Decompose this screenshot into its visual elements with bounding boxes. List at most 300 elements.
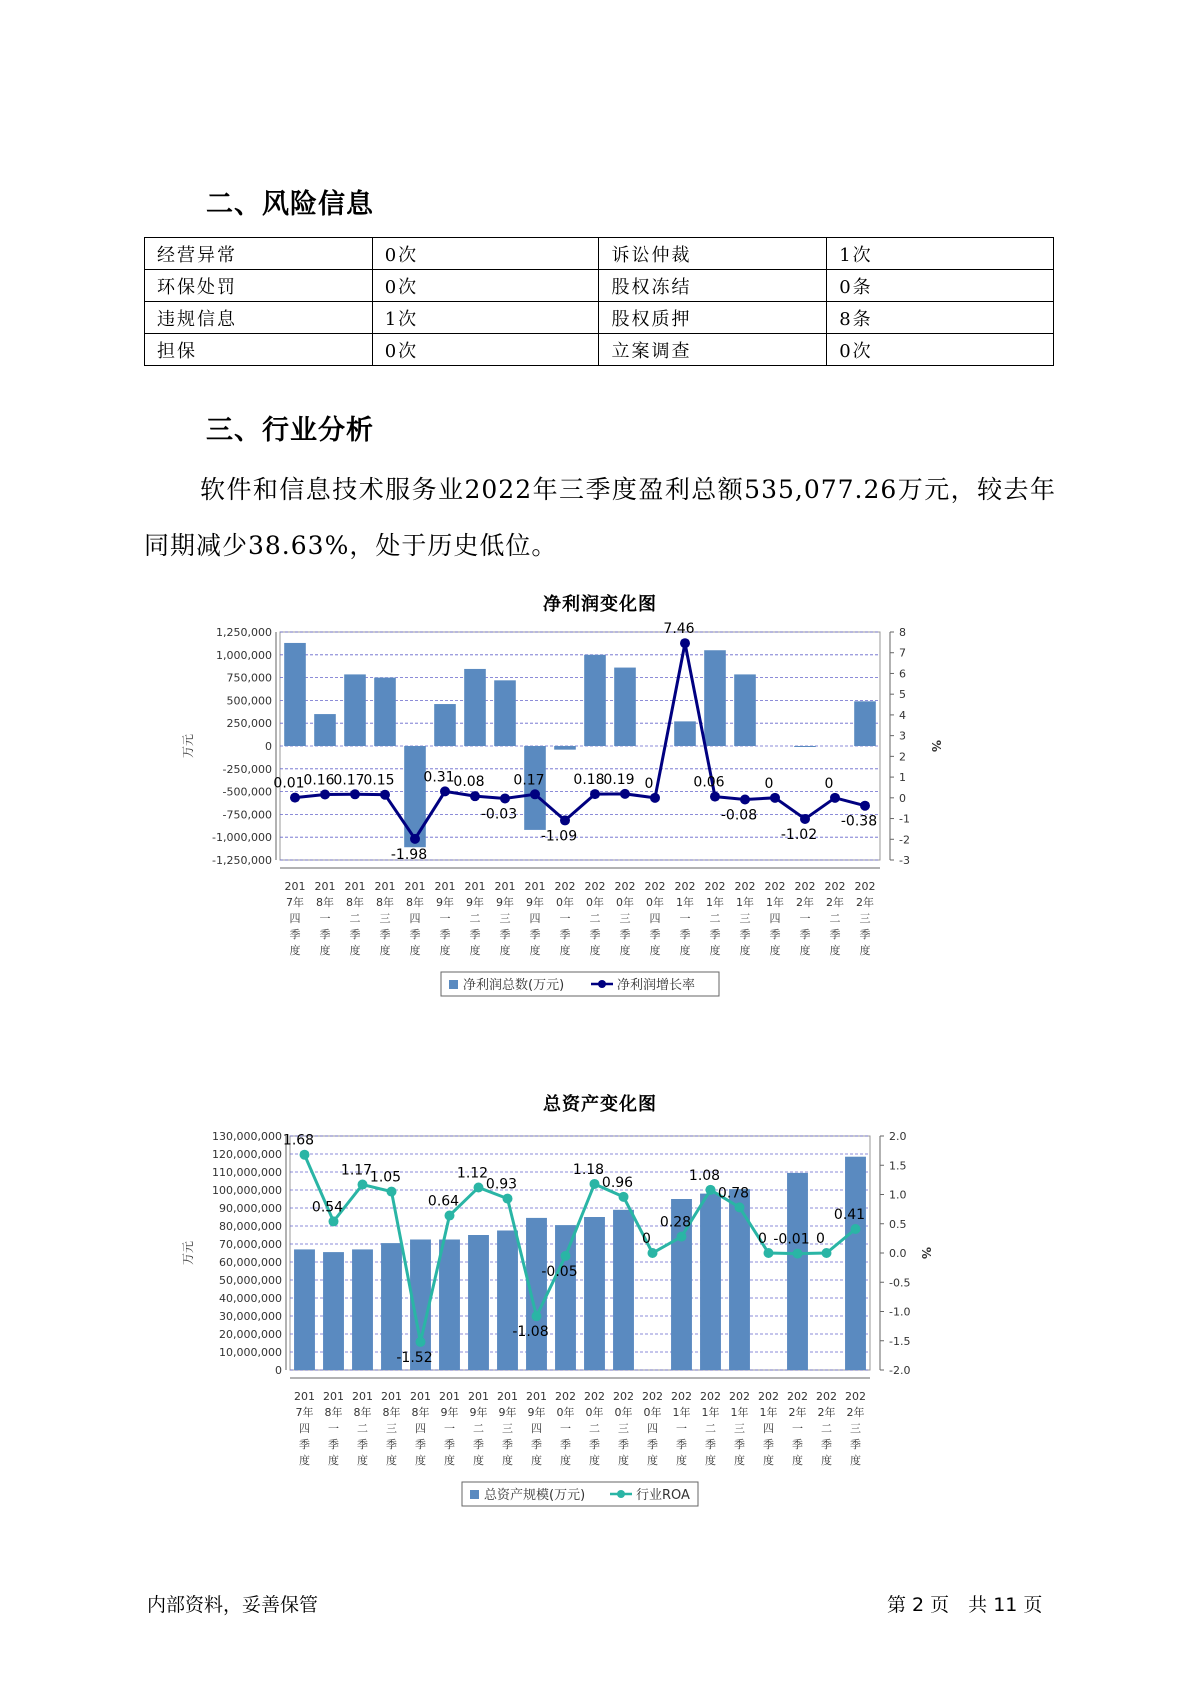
line-point: [561, 1251, 571, 1261]
svg-text:三: 三: [379, 912, 391, 925]
svg-text:四: 四: [529, 912, 541, 925]
line-point: [445, 1211, 455, 1221]
bar: [494, 680, 516, 746]
data-label: -0.03: [480, 806, 518, 823]
x-tick-label: [315, 880, 336, 957]
y-tick-label: 60,000,000: [219, 1256, 282, 1269]
svg-text:季: 季: [415, 1438, 426, 1451]
svg-text:201: 201: [494, 880, 516, 893]
svg-text:一: 一: [559, 912, 571, 925]
svg-text:季: 季: [799, 928, 811, 941]
svg-text:一: 一: [439, 912, 451, 925]
svg-text:季: 季: [821, 1438, 832, 1451]
line-point: [620, 789, 630, 799]
svg-text:季: 季: [859, 928, 871, 941]
bar: [734, 674, 756, 746]
line-point: [822, 1248, 832, 1258]
svg-text:1年: 1年: [759, 1406, 778, 1419]
svg-text:季: 季: [709, 928, 721, 941]
y-tick-label: 90,000,000: [219, 1202, 282, 1215]
risk-item-label: 立案调查: [599, 334, 827, 366]
data-label: 1.05: [369, 1169, 402, 1186]
data-label: 0.01: [273, 775, 305, 792]
bar: [787, 1173, 808, 1370]
svg-text:201: 201: [497, 1390, 518, 1403]
bar: [439, 1240, 460, 1371]
y2-tick-label: -2.0: [889, 1364, 911, 1377]
svg-text:1年: 1年: [730, 1406, 749, 1419]
footer-page-number: 第 2 页 共 11 页: [887, 1594, 1043, 1616]
svg-text:度: 度: [619, 944, 631, 957]
x-tick-label: [468, 1390, 489, 1467]
svg-text:季: 季: [473, 1438, 484, 1451]
svg-text:0年: 0年: [646, 896, 664, 909]
svg-text:7年: 7年: [295, 1406, 314, 1419]
svg-text:202: 202: [584, 1390, 605, 1403]
bar: [434, 704, 456, 746]
risk-item-value: 8条: [827, 302, 1054, 334]
svg-text:2年: 2年: [796, 896, 814, 909]
y-tick-label: -750,000: [222, 808, 272, 822]
bar: [700, 1194, 721, 1370]
y-tick-label: 0: [265, 740, 272, 753]
y2-tick-label: 0.5: [889, 1217, 907, 1231]
svg-text:0年: 0年: [586, 896, 604, 909]
svg-text:202: 202: [554, 880, 576, 893]
svg-text:202: 202: [700, 1390, 721, 1403]
svg-text:202: 202: [642, 1390, 663, 1403]
y-tick-label: -1,250,000: [212, 854, 272, 867]
svg-text:度: 度: [529, 944, 541, 957]
risk-item-value: 0次: [372, 334, 599, 366]
svg-text:季: 季: [850, 1438, 861, 1451]
svg-text:三: 三: [739, 912, 751, 925]
svg-text:202: 202: [758, 1390, 779, 1403]
svg-text:季: 季: [289, 928, 301, 941]
x-tick-label: [675, 880, 696, 957]
total-assets-chart: [180, 1120, 1010, 1540]
x-tick-label: [845, 1390, 866, 1467]
risk-item-label: 股权质押: [599, 302, 827, 334]
svg-text:度: 度: [473, 1454, 484, 1467]
data-label: 0.19: [603, 771, 635, 788]
svg-text:9年: 9年: [436, 896, 454, 909]
data-label: 0.28: [659, 1214, 692, 1231]
line-point: [830, 793, 840, 803]
svg-text:201: 201: [439, 1390, 460, 1403]
legend-bar-swatch: [470, 1490, 479, 1499]
legend-bar-label: 总资产规模(万元): [484, 1488, 586, 1503]
svg-text:三: 三: [734, 1422, 745, 1435]
bar: [854, 701, 876, 746]
bar: [554, 746, 576, 750]
svg-text:8年: 8年: [406, 896, 424, 909]
bar: [794, 746, 816, 747]
legend: [462, 1482, 698, 1506]
data-label: 0.17: [333, 772, 365, 789]
svg-text:8年: 8年: [411, 1406, 430, 1419]
svg-text:0年: 0年: [556, 896, 574, 909]
svg-text:四: 四: [769, 912, 781, 925]
svg-text:一: 一: [328, 1422, 339, 1435]
y2-tick-label: 5: [899, 688, 906, 702]
line-point: [358, 1180, 368, 1190]
svg-text:季: 季: [409, 928, 421, 941]
x-tick-label: [410, 1390, 431, 1467]
svg-text:8年: 8年: [316, 896, 334, 909]
svg-text:9年: 9年: [526, 896, 544, 909]
x-tick-label: [645, 880, 666, 957]
risk-item-value: 0次: [372, 238, 599, 270]
svg-text:一: 一: [444, 1422, 455, 1435]
x-tick-label: [613, 1390, 634, 1467]
risk-item-value: 1次: [372, 302, 599, 334]
line-point: [770, 793, 780, 803]
line-point: [764, 1248, 774, 1258]
y-tick-label: 30,000,000: [219, 1310, 282, 1323]
y-tick-label: 40,000,000: [219, 1292, 282, 1305]
y-tick-label: 100,000,000: [212, 1184, 282, 1197]
svg-text:季: 季: [349, 928, 361, 941]
svg-text:8年: 8年: [353, 1406, 372, 1419]
y2-tick-label: -1: [899, 812, 910, 826]
data-label: -0.05: [541, 1263, 578, 1280]
risk-item-value: 1次: [827, 238, 1054, 270]
svg-text:度: 度: [792, 1454, 803, 1467]
svg-text:8年: 8年: [382, 1406, 401, 1419]
svg-text:9年: 9年: [466, 896, 484, 909]
svg-text:二: 二: [705, 1422, 716, 1435]
svg-text:度: 度: [709, 944, 721, 957]
svg-text:季: 季: [647, 1438, 658, 1451]
risk-item-value: 0次: [827, 334, 1054, 366]
data-label: 0.17: [513, 772, 545, 789]
svg-text:度: 度: [618, 1454, 629, 1467]
svg-text:0年: 0年: [616, 896, 634, 909]
svg-text:202: 202: [794, 880, 816, 893]
x-tick-label: [585, 880, 606, 957]
x-tick-label: [825, 880, 846, 957]
x-tick-label: [705, 880, 726, 957]
line-point: [500, 793, 510, 803]
y-tick-label: 250,000: [226, 717, 272, 731]
risk-item-label: 环保处罚: [145, 270, 373, 302]
svg-text:四: 四: [531, 1422, 542, 1435]
svg-text:季: 季: [734, 1438, 745, 1451]
y-tick-label: 70,000,000: [219, 1238, 282, 1251]
y2-tick-label: 3: [899, 729, 906, 743]
svg-text:202: 202: [613, 1390, 634, 1403]
svg-text:202: 202: [614, 880, 636, 893]
svg-text:度: 度: [739, 944, 751, 957]
x-tick-label: [758, 1390, 779, 1467]
svg-text:季: 季: [618, 1438, 629, 1451]
svg-text:201: 201: [404, 880, 426, 893]
svg-text:201: 201: [314, 880, 336, 893]
svg-text:一: 一: [676, 1422, 687, 1435]
bar: [464, 669, 486, 746]
bar: [404, 746, 426, 847]
svg-text:202: 202: [845, 1390, 866, 1403]
svg-text:二: 二: [589, 912, 601, 925]
svg-text:202: 202: [644, 880, 666, 893]
svg-text:度: 度: [559, 944, 571, 957]
svg-text:202: 202: [854, 880, 876, 893]
svg-text:度: 度: [589, 1454, 600, 1467]
data-label: -1.52: [396, 1349, 433, 1366]
y2-tick-label: 1.0: [889, 1188, 907, 1202]
y-axis-label: 万元: [181, 733, 195, 759]
bar: [284, 643, 306, 746]
svg-text:季: 季: [560, 1438, 571, 1451]
svg-text:二: 二: [349, 912, 361, 925]
svg-text:8年: 8年: [376, 896, 394, 909]
line-point: [300, 1150, 310, 1160]
footer-left: 内部资料，妥善保管: [147, 1594, 319, 1616]
y-tick-label: -1,000,000: [212, 831, 272, 845]
svg-text:0年: 0年: [614, 1406, 633, 1419]
svg-text:度: 度: [319, 944, 331, 957]
x-tick-label: [525, 880, 546, 957]
bar: [323, 1252, 344, 1370]
svg-text:季: 季: [469, 928, 481, 941]
svg-text:201: 201: [410, 1390, 431, 1403]
risk-info-table: [144, 237, 1054, 366]
data-label: 1.68: [282, 1132, 315, 1149]
data-label: 0.93: [485, 1176, 518, 1193]
svg-text:季: 季: [439, 928, 451, 941]
line-point: [680, 638, 690, 648]
risk-item-label: 经营异常: [145, 238, 373, 270]
line-point: [650, 793, 660, 803]
data-label: 0: [642, 1231, 651, 1247]
svg-text:9年: 9年: [440, 1406, 459, 1419]
bar: [555, 1225, 576, 1370]
risk-table-row: [145, 302, 1054, 334]
svg-text:201: 201: [323, 1390, 344, 1403]
bar: [314, 714, 336, 746]
svg-text:度: 度: [499, 944, 511, 957]
svg-text:季: 季: [619, 928, 631, 941]
svg-text:季: 季: [499, 928, 511, 941]
x-tick-label: [381, 1390, 402, 1467]
y2-tick-label: 1.5: [889, 1159, 907, 1173]
svg-text:202: 202: [584, 880, 606, 893]
bar: [614, 668, 636, 746]
bar: [584, 1217, 605, 1370]
svg-text:0年: 0年: [643, 1406, 662, 1419]
svg-text:度: 度: [328, 1454, 339, 1467]
svg-text:度: 度: [676, 1454, 687, 1467]
y2-tick-label: -1.5: [889, 1334, 911, 1348]
svg-text:度: 度: [349, 944, 361, 957]
svg-text:度: 度: [299, 1454, 310, 1467]
line-point: [677, 1232, 687, 1242]
y-tick-label: 10,000,000: [219, 1346, 282, 1359]
x-tick-label: [495, 880, 516, 957]
y-tick-label: 1,000,000: [216, 648, 272, 662]
industry-analysis-paragraph: 软件和信息技术服务业2022年三季度盈利总额535,077.26万元，较去年同期减少38.63%，处于历史低位。: [144, 475, 1056, 560]
svg-text:2年: 2年: [856, 896, 874, 909]
svg-text:二: 二: [709, 912, 721, 925]
data-label: -1.98: [390, 846, 428, 863]
risk-item-label: 违规信息: [145, 302, 373, 334]
y2-tick-label: 1: [899, 771, 906, 785]
svg-text:201: 201: [352, 1390, 373, 1403]
svg-text:季: 季: [649, 928, 661, 941]
line-point: [532, 1311, 542, 1321]
svg-text:202: 202: [671, 1390, 692, 1403]
line-point: [440, 786, 450, 796]
svg-text:度: 度: [357, 1454, 368, 1467]
y2-tick-label: -1.0: [889, 1305, 911, 1319]
svg-text:度: 度: [763, 1454, 774, 1467]
svg-text:0年: 0年: [585, 1406, 604, 1419]
line-point: [860, 801, 870, 811]
data-label: 0.64: [427, 1193, 460, 1210]
risk-item-label: 股权冻结: [599, 270, 827, 302]
data-label: 0: [758, 1231, 767, 1247]
svg-text:201: 201: [374, 880, 396, 893]
svg-text:三: 三: [850, 1422, 861, 1435]
data-label: 1.08: [688, 1167, 721, 1184]
x-tick-label: [323, 1390, 344, 1467]
y2-tick-label: 0: [899, 791, 906, 805]
svg-text:8年: 8年: [324, 1406, 343, 1419]
line-point: [410, 834, 420, 844]
risk-table-row: [145, 334, 1054, 366]
svg-text:季: 季: [379, 928, 391, 941]
data-label: 0.06: [693, 774, 725, 791]
y-tick-label: 80,000,000: [219, 1220, 282, 1233]
svg-text:季: 季: [502, 1438, 513, 1451]
svg-text:201: 201: [468, 1390, 489, 1403]
svg-text:度: 度: [531, 1454, 542, 1467]
y2-tick-label: 6: [899, 667, 906, 681]
line-point: [706, 1185, 716, 1195]
line-point: [320, 790, 330, 800]
x-tick-label: [439, 1390, 460, 1467]
legend-bar-swatch: [449, 980, 458, 989]
svg-text:202: 202: [787, 1390, 808, 1403]
x-tick-label: [615, 880, 636, 957]
y2-tick-label: 8: [899, 626, 906, 639]
svg-text:二: 二: [821, 1422, 832, 1435]
svg-text:度: 度: [821, 1454, 832, 1467]
svg-text:202: 202: [816, 1390, 837, 1403]
line-point: [851, 1224, 861, 1234]
x-tick-label: [555, 1390, 576, 1467]
svg-text:201: 201: [464, 880, 486, 893]
y2-tick-label: -3: [899, 854, 910, 867]
svg-text:201: 201: [284, 880, 306, 893]
svg-text:季: 季: [531, 1438, 542, 1451]
svg-text:季: 季: [328, 1438, 339, 1451]
bar: [374, 678, 396, 746]
y2-tick-label: -0.5: [889, 1276, 911, 1290]
line-point: [416, 1337, 426, 1347]
svg-text:202: 202: [764, 880, 786, 893]
svg-text:四: 四: [649, 912, 661, 925]
bar: [344, 674, 366, 746]
legend-line-label: 净利润增长率: [617, 978, 696, 993]
x-tick-label: [584, 1390, 605, 1467]
svg-text:202: 202: [729, 1390, 750, 1403]
svg-text:度: 度: [649, 944, 661, 957]
chart1-title: 净利润变化图: [543, 594, 657, 615]
x-tick-label: [787, 1390, 808, 1467]
x-tick-label: [555, 880, 576, 957]
bar: [704, 650, 726, 746]
bar: [674, 721, 696, 746]
svg-text:一: 一: [799, 912, 811, 925]
x-tick-label: [435, 880, 456, 957]
svg-text:三: 三: [859, 912, 871, 925]
svg-text:度: 度: [502, 1454, 513, 1467]
svg-text:度: 度: [379, 944, 391, 957]
svg-text:8年: 8年: [346, 896, 364, 909]
line-point: [380, 790, 390, 800]
svg-text:四: 四: [289, 912, 301, 925]
line-point: [590, 1179, 600, 1189]
svg-text:202: 202: [824, 880, 846, 893]
bar: [845, 1157, 866, 1370]
svg-text:度: 度: [647, 1454, 658, 1467]
svg-text:度: 度: [799, 944, 811, 957]
svg-text:9年: 9年: [527, 1406, 546, 1419]
x-tick-label: [765, 880, 786, 957]
svg-text:三: 三: [619, 912, 631, 925]
svg-text:一: 一: [560, 1422, 571, 1435]
line-point: [793, 1249, 803, 1259]
svg-text:度: 度: [769, 944, 781, 957]
svg-text:度: 度: [289, 944, 301, 957]
data-label: 0.15: [363, 772, 395, 789]
x-tick-label: [285, 880, 306, 957]
svg-text:度: 度: [829, 944, 841, 957]
svg-text:季: 季: [559, 928, 571, 941]
svg-text:季: 季: [444, 1438, 455, 1451]
legend-line-marker: [598, 980, 606, 988]
svg-text:季: 季: [529, 928, 541, 941]
svg-text:季: 季: [792, 1438, 803, 1451]
data-label: 0.16: [303, 772, 335, 789]
risk-item-label: 担保: [145, 334, 373, 366]
data-label: -1.08: [512, 1324, 549, 1341]
y-tick-label: -250,000: [222, 762, 272, 776]
svg-text:9年: 9年: [498, 1406, 517, 1419]
x-tick-label: [735, 880, 756, 957]
svg-text:四: 四: [647, 1422, 658, 1435]
line-point: [710, 792, 720, 802]
svg-text:三: 三: [386, 1422, 397, 1435]
data-label: 0: [824, 775, 834, 792]
bar: [584, 655, 606, 746]
bar: [294, 1249, 315, 1370]
x-tick-label: [816, 1390, 837, 1467]
y2-axis-label: %: [919, 1246, 933, 1260]
net-profit-chart: [180, 620, 1010, 1040]
risk-table-row: [145, 238, 1054, 270]
svg-text:201: 201: [524, 880, 546, 893]
data-label: 1.17: [340, 1162, 373, 1179]
line-point: [329, 1216, 339, 1226]
line-point: [560, 815, 570, 825]
svg-text:一: 一: [679, 912, 691, 925]
x-tick-label: [375, 880, 396, 957]
y-tick-label: 0: [275, 1364, 282, 1377]
line-point: [530, 789, 540, 799]
